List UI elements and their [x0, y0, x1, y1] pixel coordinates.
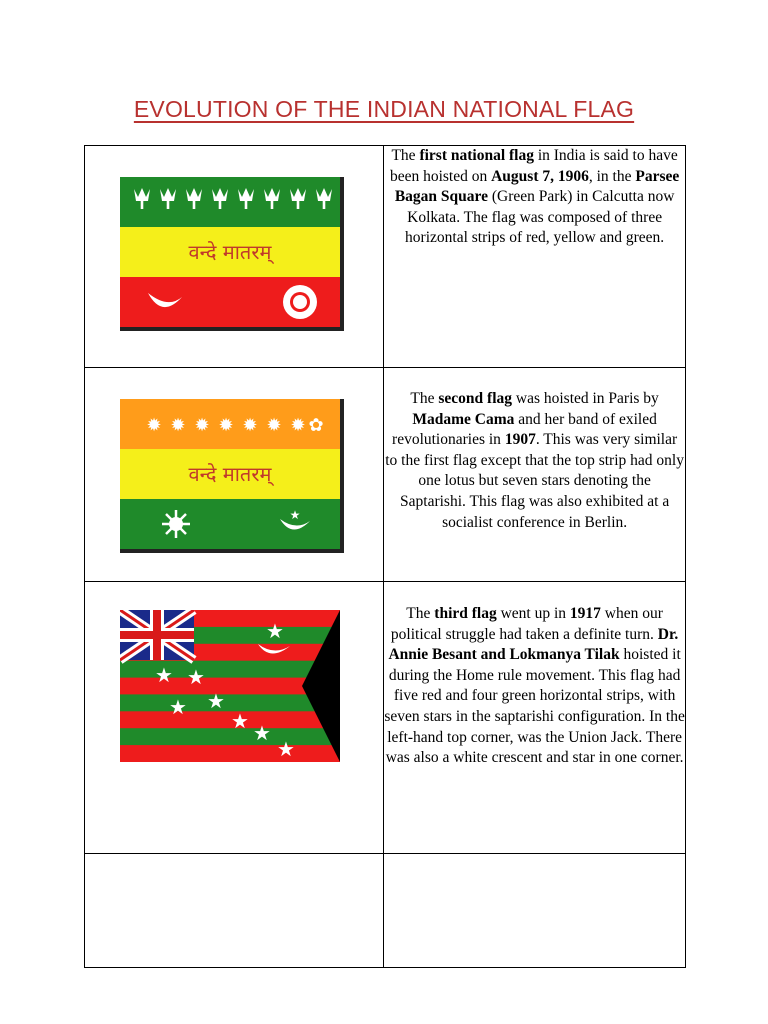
union-jack-icon	[120, 610, 194, 660]
svg-text:★: ★	[169, 695, 187, 719]
text-run: hoisted it during the Home rule movement. This flag had five red and four green horizontal strips, with seven stars in the saptarishi configuration. In the left-hand top corner, was the Union Jack. There was also a white crescent and star in one corner.	[384, 646, 685, 767]
bold-text: third flag	[434, 605, 497, 622]
text-run: (Green Park) in Calcutta now Kolkata. The flag was composed of three horizontal strips of red, yellow and green.	[405, 188, 675, 247]
bold-text: August 7, 1906	[491, 167, 589, 185]
description-paragraph	[384, 389, 685, 533]
text-run: when our political struggle had taken a definite turn.	[390, 605, 663, 643]
text-run: went up in	[496, 605, 570, 622]
bold-text: Madame Cama	[412, 410, 515, 428]
svg-text:★: ★	[155, 663, 173, 687]
svg-text:✹: ✹	[170, 415, 186, 436]
text-run: and her band of exiled revolutionaries in	[392, 410, 657, 449]
calcutta-flag-1906-icon	[120, 177, 344, 331]
empty-cell	[85, 854, 384, 968]
svg-text:★: ★	[231, 709, 249, 733]
svg-text:★: ★	[187, 665, 205, 689]
page-title: EVOLUTION OF THE INDIAN NATIONAL FLAG	[133, 96, 635, 122]
description-paragraph	[384, 146, 685, 249]
flag-image-cell	[85, 582, 384, 854]
text-run: The	[391, 147, 420, 164]
flag-description	[384, 582, 686, 854]
flag-image-cell	[85, 368, 384, 582]
table-row	[85, 368, 686, 582]
flags-table	[84, 145, 686, 968]
description-paragraph	[384, 604, 685, 769]
bold-text: first national flag	[419, 147, 534, 164]
bold-text: 1917	[569, 605, 601, 622]
svg-text:★: ★	[207, 689, 225, 713]
svg-text:✿: ✿	[308, 415, 324, 436]
table-row	[85, 582, 686, 854]
table-row	[85, 854, 686, 968]
table-row	[85, 146, 686, 368]
bold-text: Dr. Annie Besant and Lokmanya Tilak	[388, 625, 679, 664]
berlin-committee-flag-1907-icon	[120, 399, 344, 553]
sun-icon	[162, 510, 190, 538]
empty-cell	[384, 854, 686, 968]
svg-text:✹: ✹	[146, 415, 162, 436]
svg-text:वन्दे मातरम्: वन्दे मातरम्	[188, 462, 272, 486]
bold-text: 1907	[504, 431, 536, 449]
svg-text:✹: ✹	[242, 415, 258, 436]
svg-text:✹: ✹	[266, 415, 282, 436]
flag-description	[384, 368, 686, 582]
text-run: was hoisted in Paris by	[512, 390, 659, 407]
text-run: The	[406, 605, 435, 622]
home-rule-flag-1917-icon	[120, 610, 340, 762]
text-run: . This was very similar to the first flag except that the top strip had only one lotus but seven stars denoting the Saptarishi. This flag was also exhibited at a socialist conference in Berlin.	[385, 431, 684, 531]
svg-text:वन्दे मातरम्: वन्दे मातरम्	[188, 240, 272, 264]
svg-text:★: ★	[289, 508, 301, 522]
svg-text:✹: ✹	[290, 415, 306, 436]
svg-text:★: ★	[253, 721, 271, 745]
svg-text:✹: ✹	[194, 415, 210, 436]
flag-image-cell	[85, 146, 384, 368]
svg-text:★: ★	[266, 619, 284, 643]
svg-text:✹: ✹	[218, 415, 234, 436]
text-run: The	[410, 390, 439, 407]
bold-text: Parsee Bagan Square	[394, 167, 680, 206]
bold-text: second flag	[438, 390, 512, 407]
text-run: , in the	[588, 167, 636, 185]
sun-icon	[283, 285, 317, 319]
text-run: in India is said to have been hoisted on	[389, 147, 678, 185]
flag-description	[384, 146, 686, 368]
svg-text:★: ★	[277, 737, 295, 761]
